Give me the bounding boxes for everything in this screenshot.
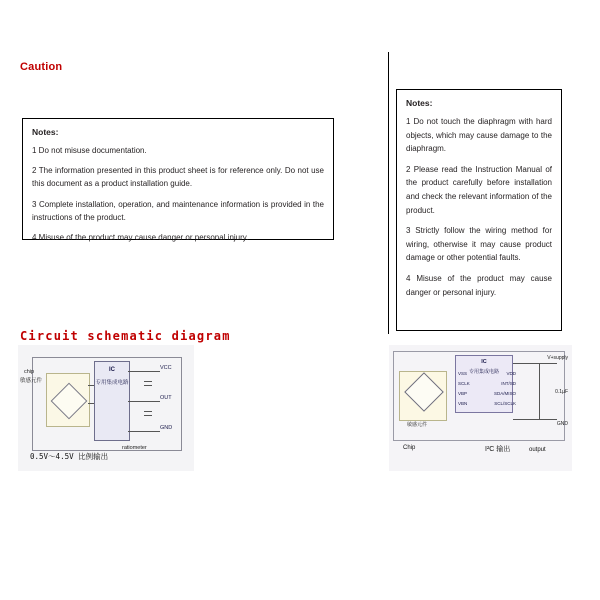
chip-label-cn: 敏感元件 bbox=[20, 378, 43, 384]
pin-int-sd: INT/SD bbox=[501, 381, 516, 386]
pin-label-vcc: VCC bbox=[160, 365, 172, 371]
wheatstone-bridge-icon-right bbox=[404, 372, 444, 412]
notes-left-item-4: 4 Misuse of the product may cause danger or personal injury. bbox=[32, 232, 249, 242]
cap-mark-1 bbox=[144, 381, 152, 382]
notes-right-item-1: 1 Do not touch the diaphragm with hard objects, which may cause damage to the diaphragm. bbox=[406, 117, 552, 154]
ic-label-cn: 专用集成电路 bbox=[95, 380, 129, 386]
column-divider bbox=[388, 52, 389, 334]
sensing-element-block bbox=[46, 373, 90, 427]
notes-left-item-2: 2 The information presented in this product sheet is for reference only. Do not use this document as a product installation guide. bbox=[32, 166, 324, 189]
pin-sclk: SCLK bbox=[458, 381, 470, 386]
lead-sensor-ic-1 bbox=[88, 385, 94, 386]
cap-mark-4 bbox=[144, 415, 152, 416]
ic-label-right: IC bbox=[481, 359, 487, 365]
rail-supply bbox=[513, 363, 557, 364]
chip-label-en: chip bbox=[24, 369, 35, 375]
circuit-diagram-left bbox=[18, 345, 194, 471]
pin-vbn: VBN bbox=[458, 401, 468, 406]
i2c-output-caption-en: output bbox=[529, 447, 546, 453]
notes-right-item-4: 4 Misuse of the product may cause danger or personal injury. bbox=[406, 273, 552, 297]
lead-gnd bbox=[128, 431, 160, 432]
pin-label-out: OUT bbox=[160, 395, 172, 401]
notes-left-item-3: 3 Complete installation, operation, and maintenance information is provided in the instructions of the product. bbox=[32, 199, 324, 222]
cap-mark-2 bbox=[144, 385, 152, 386]
circuit-schematic-heading: Circuit schematic diagram bbox=[20, 329, 231, 343]
pin-scl-sclk: SCL/SCLK bbox=[494, 401, 516, 406]
ic-label: IC bbox=[109, 367, 115, 373]
sensing-element-block-right bbox=[399, 371, 447, 421]
pin-vss: VSS bbox=[458, 371, 468, 376]
ic-label-cn-right: 专用集成电路 bbox=[468, 369, 499, 375]
lead-vcc bbox=[128, 371, 160, 372]
pin-label-gnd: GND bbox=[160, 425, 173, 431]
notes-box-left bbox=[22, 118, 334, 240]
wheatstone-bridge-icon bbox=[51, 383, 88, 420]
caution-heading: Caution bbox=[20, 61, 63, 73]
pin-sda-miso: SDA/MISO bbox=[493, 391, 516, 396]
notes-left-title: Notes: bbox=[32, 127, 59, 137]
notes-right-title: Notes: bbox=[406, 98, 433, 108]
pin-vdd: VDD bbox=[506, 371, 516, 376]
supply-label: V+supply bbox=[547, 355, 568, 361]
ratiometric-note: ratiometer bbox=[122, 445, 147, 451]
rail-gnd bbox=[513, 419, 557, 420]
notes-right-item-2: 2 Please read the Instruction Manual of the product carefully before installation and check the relevant information of the product. bbox=[406, 164, 552, 215]
lead-out bbox=[128, 401, 160, 402]
chip-label-en-right: Chip bbox=[403, 445, 416, 451]
notes-right-item-3: 3 Strictly follow the wiring method for wiring, otherwise it may cause product damage or other potential faults. bbox=[406, 226, 552, 263]
chip-label-cn-right: 敏感元件 bbox=[407, 422, 428, 428]
output-caption: 0.5V～4.5V 比例输出 bbox=[30, 452, 109, 461]
circuit-diagram-right bbox=[389, 345, 572, 471]
capacitor-label: 0.1µF bbox=[555, 389, 568, 395]
ic-block bbox=[94, 361, 130, 441]
i2c-output-caption-cn: I²C 输出 bbox=[485, 446, 511, 453]
notes-left-item-1: 1 Do not misuse documentation. bbox=[32, 146, 147, 155]
cap-mark-3 bbox=[144, 411, 152, 412]
ground-label: GND bbox=[556, 421, 568, 427]
rail-cap-branch bbox=[539, 363, 540, 419]
notes-box-right bbox=[396, 89, 562, 331]
pin-vbp: VBP bbox=[458, 391, 468, 396]
lead-sensor-ic-2 bbox=[88, 403, 94, 404]
